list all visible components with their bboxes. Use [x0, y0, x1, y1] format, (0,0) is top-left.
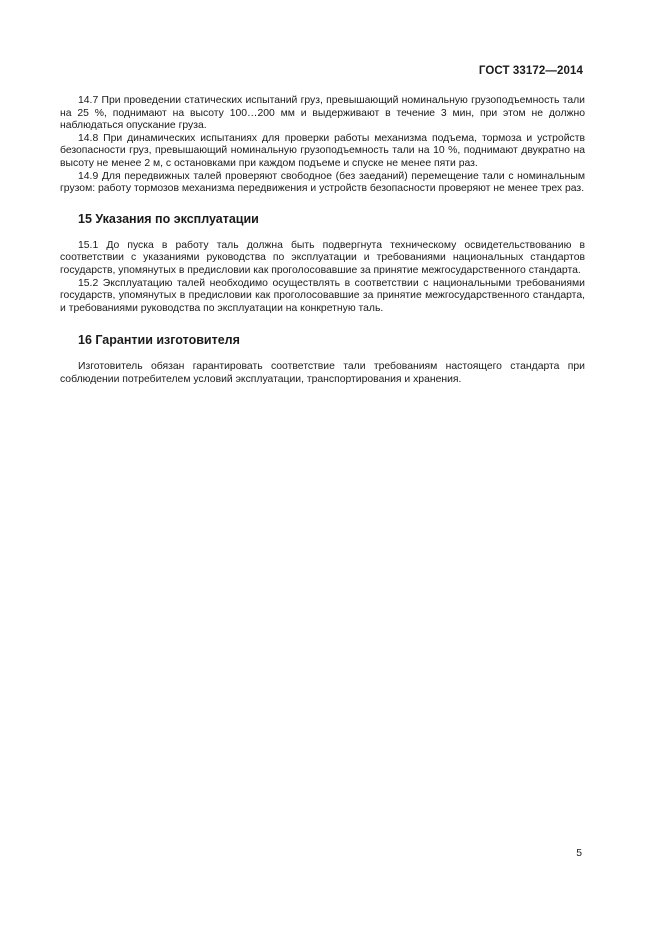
- clause-14-7: 14.7 При проведении статических испытаний груз, превышающий номинальную грузоподъемность тали на 25 %, поднимают на высоту 100…200 мм и выдерживают в течение 3 мин, при этом не должно наблюдаться опускание груза.: [60, 95, 585, 132]
- section-15-title: 15 Указания по эксплуатации: [78, 211, 259, 226]
- document-body: [60, 95, 585, 387]
- clause-14-8: 14.8 При динамических испытаниях для проверки работы механизма подъема, тормоза и устройств безопасности груз, превышающий номинальную грузоподъемность тали на 10 %, поднимают двукратно на высоту не менее 2 м, с остановками при каждом подъеме и спуске не менее пяти раз.: [60, 132, 585, 169]
- clause-16-text: Изготовитель обязан гарантировать соответствие тали требованиям настоящего стандарта при соблюдении потребителем условий эксплуатации, транспортирования и хранения.: [60, 361, 585, 385]
- section-16-title: 16 Гарантии изготовителя: [78, 333, 240, 348]
- document-code-header: ГОСТ 33172—2014: [478, 65, 583, 77]
- clause-14-9: 14.9 Для передвижных талей проверяют свободное (без заеданий) перемещение тали с номинальным грузом: работу тормозов механизма передвижения и устройств безопасности проверяют не менее трех раз.: [60, 170, 585, 195]
- clause-15-2: 15.2 Эксплуатацию талей необходимо осуществлять в соответствии с национальными требованиями государств, упомянутых в предисловии как проголосовавшие за принятие межгосударственного стандарта, и требованиями руководства по эксплуатации на конкретную таль.: [60, 277, 585, 314]
- page-number: 5: [576, 848, 582, 859]
- clause-15-1: 15.1 До пуска в работу таль должна быть подвергнута техническому освидетельствованию в соответствии с указаниями руководства по эксплуатации и требованиями национальных стандартов государств, упомянутых в предисловии как проголосовавшие за принятие межгосударственного стандарта.: [60, 239, 585, 276]
